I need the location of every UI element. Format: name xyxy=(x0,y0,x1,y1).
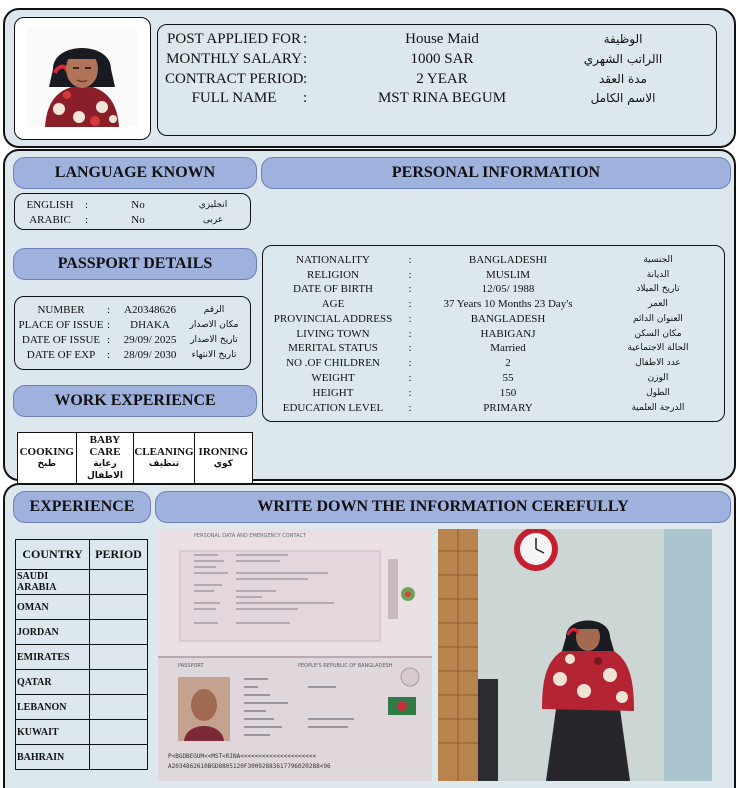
post-label: POST APPLIED FOR xyxy=(167,30,301,47)
write-down-title: WRITE DOWN THE INFORMATION CEREFULLY xyxy=(155,491,731,523)
personal-information-title: PERSONAL INFORMATION xyxy=(261,157,731,189)
profile-photo xyxy=(27,27,137,127)
experience-section xyxy=(3,483,736,788)
work-header-row xyxy=(18,433,253,484)
experience-title: EXPERIENCE xyxy=(13,491,151,523)
language-known-title: LANGUAGE KNOWN xyxy=(13,157,257,189)
contract-value: 2 YEAR xyxy=(416,70,468,87)
experience-header-row xyxy=(16,540,148,570)
name-value: MST RINA BEGUM xyxy=(377,89,507,106)
post-label-ar: الوظيفة xyxy=(603,32,643,46)
work-header-cleaning: CLEANING تنظيف xyxy=(134,433,194,484)
passport-country-heading: PEOPLE'S REPUBLIC OF BANGLADESH xyxy=(298,663,393,669)
work-header-cooking: COOKING طبخ xyxy=(18,433,77,484)
contract-label: CONTRACT PERIOD xyxy=(165,70,304,87)
experience-row: OMAN xyxy=(16,595,148,620)
experience-row: EMIRATES xyxy=(16,645,148,670)
passport-row-issue: DATE OF ISSUE : 29/09/ 2025 تاريخ الاصدار xyxy=(21,333,238,346)
passport-row-place: PLACE OF ISSUE : DHAKA مكان الاصدار xyxy=(18,318,239,331)
name-row: FULL NAME : MST RINA BEGUM الاسم الكامل xyxy=(165,88,715,108)
passport-doc-label: PASSPORT xyxy=(178,663,204,669)
passport-top-heading: PERSONAL DATA AND EMERGENCY CONTACT xyxy=(194,533,307,539)
personal-row-marital: MERITAL STATUS : Married الحالة الاجتماعية xyxy=(288,341,689,354)
passport-row-number: NUMBER : A20348626 الرقم xyxy=(37,303,225,316)
name-label-ar: الاسم الكامل xyxy=(590,91,656,105)
period-header: PERIOD xyxy=(90,540,148,570)
country-header: COUNTRY xyxy=(16,540,90,570)
language-row-english: ENGLISH : No انجليزي xyxy=(26,198,228,211)
work-header-ironing: IRONING كوي xyxy=(194,433,252,484)
full-body-graphic xyxy=(438,529,712,781)
contract-row: CONTRACT PERIOD : 2 YEAR مدة العقد xyxy=(165,69,715,89)
post-row: POST APPLIED FOR : House Maid الوظيفة xyxy=(165,29,715,49)
language-row-arabic: ARABIC : No عربى xyxy=(29,213,224,226)
contract-label-ar: مدة العقد xyxy=(599,72,647,86)
salary-value: 1000 SAR xyxy=(410,50,474,67)
personal-row-nationality: NATIONALITY : BANGLADESHI الجنسية xyxy=(296,253,673,266)
salary-row: MONTHLY SALARY : 1000 SAR االراتب الشهري xyxy=(165,49,715,69)
experience-row: QATAR xyxy=(16,670,148,695)
salary-label: MONTHLY SALARY xyxy=(166,50,302,67)
personal-info-box xyxy=(262,245,725,422)
personal-row-weight: WEIGHT : 55 الوزن xyxy=(311,371,669,384)
personal-row-town: LIVING TOWN : HABIGANJ مكان السكن xyxy=(296,327,682,340)
experience-row: JORDAN xyxy=(16,620,148,645)
period-cell[interactable] xyxy=(90,620,148,645)
experience-table xyxy=(15,539,148,770)
details-section xyxy=(3,149,736,481)
post-value: House Maid xyxy=(405,30,479,47)
personal-row-education: EDUCATION LEVEL : PRIMARY الدرجة العلمية xyxy=(282,401,685,414)
period-cell[interactable] xyxy=(90,745,148,770)
work-experience-title: WORK EXPERIENCE xyxy=(13,385,257,417)
period-cell[interactable] xyxy=(90,720,148,745)
personal-row-religion: RELIGION : MUSLIM الديانة xyxy=(307,268,670,281)
period-cell[interactable] xyxy=(90,595,148,620)
language-box xyxy=(14,193,251,230)
passport-row-expiry: DATE OF EXP : 28/09/ 2030 تاريخ الانتهاء xyxy=(26,348,237,361)
passport-mrz-line-2: A2034862610BGD8805120F30092883617796020288<96 xyxy=(168,763,331,770)
personal-row-height: HEIGHT : 150 الطول xyxy=(312,386,670,399)
passport-mrz-line-1: P<BGDBEGUM<<MST<RINA<<<<<<<<<<<<<<<<<<<<< xyxy=(168,753,317,760)
salary-label-ar: االراتب الشهري xyxy=(583,52,663,66)
passport-scan-image xyxy=(158,529,432,781)
post-info-box xyxy=(157,24,717,136)
name-label: FULL NAME xyxy=(191,89,277,106)
period-cell[interactable] xyxy=(90,645,148,670)
experience-row: LEBANON xyxy=(16,695,148,720)
personal-row-age: AGE : 37 Years 10 Months 23 Day's العمر xyxy=(321,297,668,310)
passport-box xyxy=(14,296,251,370)
personal-row-children: NO .OF CHILDREN : 2 عدد الاطفال xyxy=(286,356,681,369)
personal-row-dob: DATE OF BIRTH : 12/05/ 1988 تاريخ الميلاد xyxy=(292,282,680,295)
experience-row: KUWAIT xyxy=(16,720,148,745)
personal-row-address: PROVINCIAL ADDRESS : BANGLADESH العنوان الدائم xyxy=(273,312,683,325)
work-header-baby-care: BABY CARE رعاية الاطفال xyxy=(76,433,134,484)
period-cell[interactable] xyxy=(90,570,148,595)
full-body-photo xyxy=(438,529,712,781)
experience-row: SAUDI ARABIA xyxy=(16,570,148,595)
period-cell[interactable] xyxy=(90,695,148,720)
header-section xyxy=(3,8,736,148)
passport-scan-graphic xyxy=(158,529,432,781)
passport-details-title: PASSPORT DETAILS xyxy=(13,248,257,280)
experience-row: BAHRAIN xyxy=(16,745,148,770)
period-cell[interactable] xyxy=(90,670,148,695)
profile-photo-frame xyxy=(14,17,151,140)
